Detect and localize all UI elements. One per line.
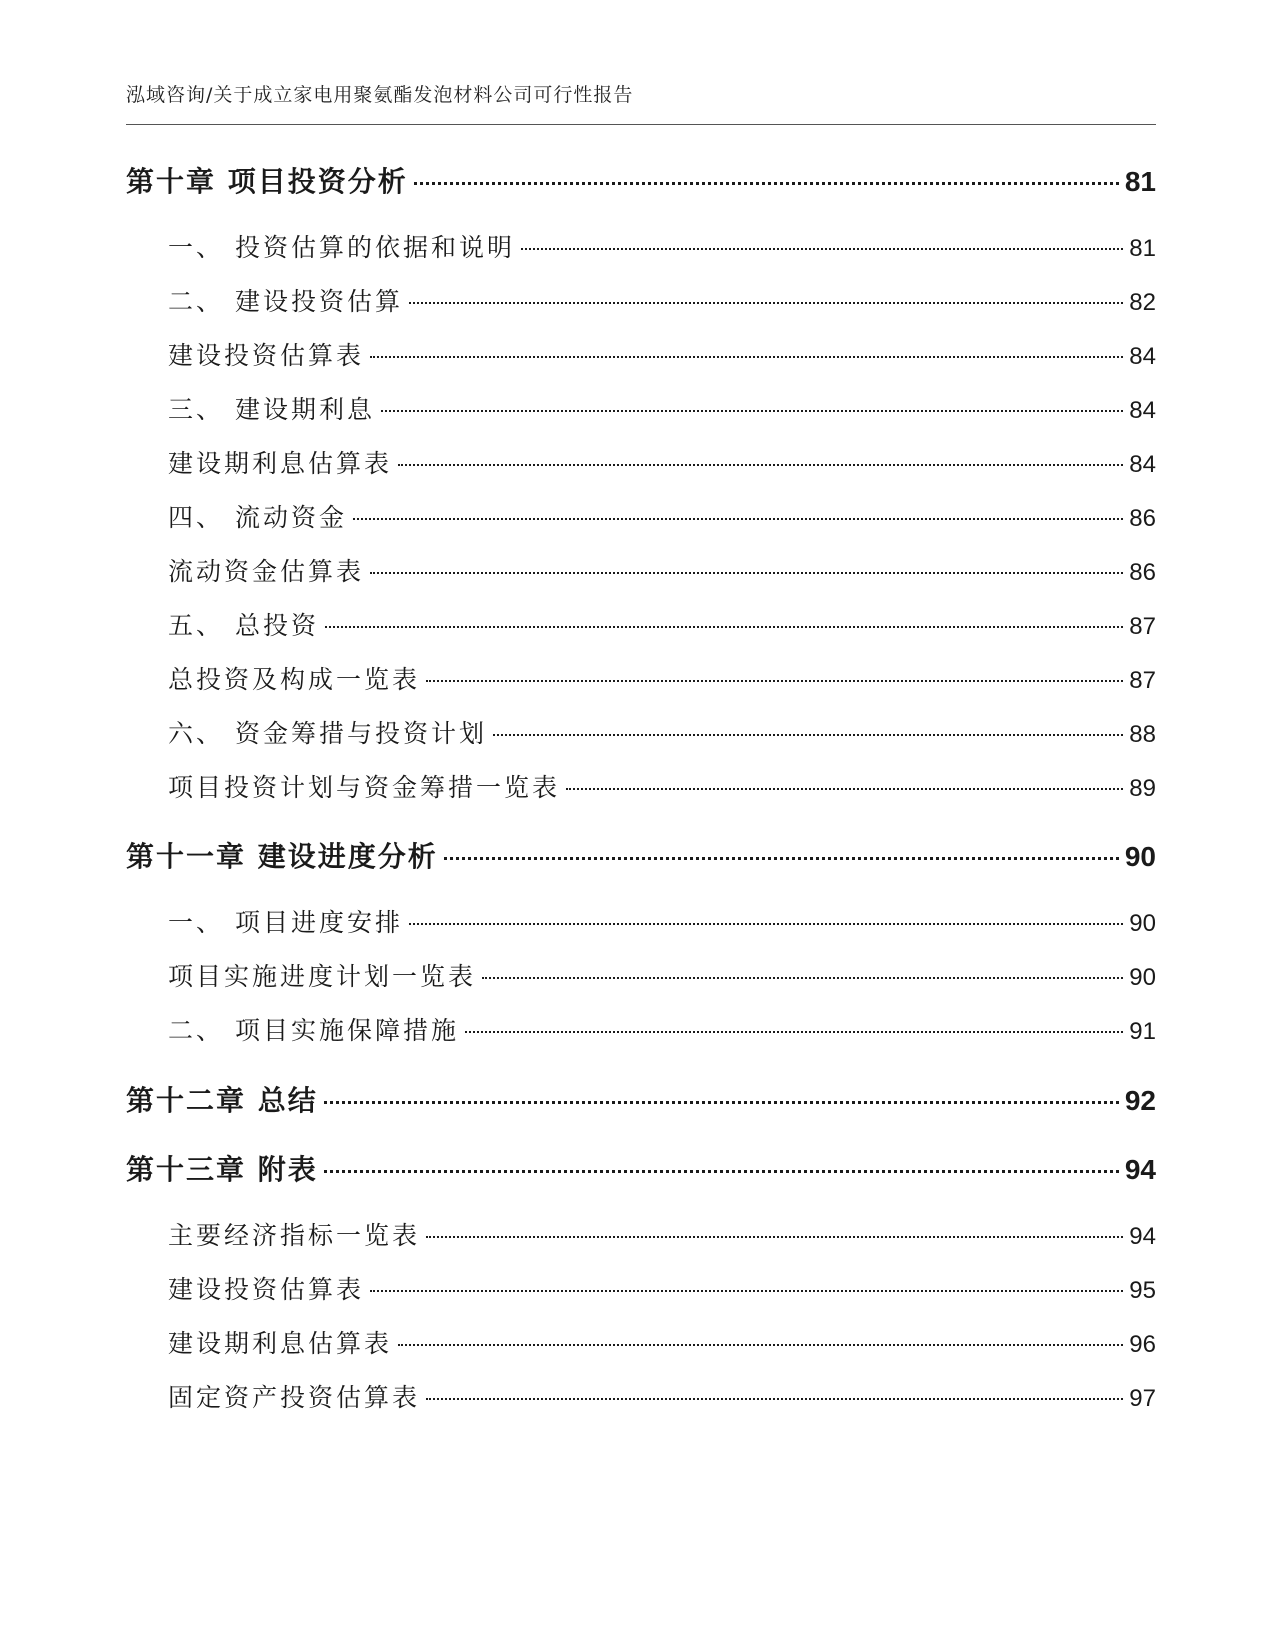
dot-leader [426,680,1123,682]
toc-section-entry[interactable] [168,1216,1156,1256]
toc-entry-label: 一、 项目进度安排 [168,908,403,937]
dot-leader [353,518,1123,520]
toc-section-entry[interactable] [168,282,1156,322]
toc-page-number: 90 [1129,910,1156,937]
toc-entry-label: 二、 建设投资估算 [168,287,403,316]
toc-entry-label: 总投资及构成一览表 [168,665,421,694]
dot-leader [482,977,1123,979]
toc-section-entry[interactable] [168,606,1156,646]
toc-chapter-entry[interactable] [126,1148,1156,1188]
toc-entry-label: 六、 资金筹措与投资计划 [168,719,487,748]
toc-section-entry[interactable] [168,1011,1156,1051]
dot-leader [324,1170,1119,1173]
dot-leader [493,734,1123,736]
toc-entry-label: 主要经济指标一览表 [168,1221,421,1250]
toc-entry-label: 固定资产投资估算表 [168,1383,421,1412]
toc-page-number: 92 [1124,1085,1156,1116]
dot-leader [426,1236,1123,1238]
toc-entry-label: 一、 投资估算的依据和说明 [168,233,515,262]
toc-entry-label: 项目投资计划与资金筹措一览表 [168,773,561,802]
toc-page-number: 94 [1124,1154,1156,1185]
toc-page-number: 81 [1124,166,1156,197]
toc-section-entry[interactable] [168,1324,1156,1364]
toc-section-entry[interactable] [168,1378,1156,1418]
toc-section-entry[interactable] [168,498,1156,538]
toc-entry-label: 建设投资估算表 [168,341,365,370]
toc-section-entry[interactable] [168,714,1156,754]
toc-entry-label: 流动资金估算表 [168,557,365,586]
toc-entry-label: 五、 总投资 [168,611,319,640]
toc-entry-label: 第十三章 附表 [126,1153,318,1186]
toc-page-number: 95 [1129,1277,1156,1304]
toc-entry-label: 项目实施进度计划一览表 [168,962,477,991]
toc-page-number: 86 [1129,505,1156,532]
toc-entry-label: 二、 项目实施保障措施 [168,1016,459,1045]
toc-section-entry[interactable] [168,768,1156,808]
toc-section-entry[interactable] [168,957,1156,997]
toc-entry-label: 四、 流动资金 [168,503,347,532]
toc-page-number: 91 [1129,1018,1156,1045]
dot-leader [465,1031,1123,1033]
toc-section-entry[interactable] [168,1270,1156,1310]
toc-entry-label: 三、 建设期利息 [168,395,375,424]
toc-page-number: 88 [1129,721,1156,748]
toc-page-number: 84 [1129,451,1156,478]
dot-leader [566,788,1123,790]
dot-leader [426,1398,1123,1400]
header-divider [126,124,1156,125]
toc-page-number: 90 [1129,964,1156,991]
dot-leader [409,923,1123,925]
toc-chapter-entry[interactable] [126,835,1156,875]
toc-page-number: 82 [1129,289,1156,316]
toc-section-entry[interactable] [168,228,1156,268]
toc-entry-label: 建设投资估算表 [168,1275,365,1304]
dot-leader [521,248,1123,250]
toc-section-entry[interactable] [168,444,1156,484]
toc-entry-label: 第十二章 总结 [126,1084,318,1117]
dot-leader [414,182,1119,185]
toc-section-entry[interactable] [168,390,1156,430]
toc-section-entry[interactable] [168,660,1156,700]
toc-page-number: 81 [1129,235,1156,262]
toc-page-number: 86 [1129,559,1156,586]
dot-leader [370,572,1123,574]
toc-section-entry[interactable] [168,903,1156,943]
toc-entry-label: 第十章 项目投资分析 [126,165,408,198]
toc-page-number: 84 [1129,397,1156,424]
dot-leader [409,302,1123,304]
toc-page-number: 97 [1129,1385,1156,1412]
dot-leader [370,1290,1123,1292]
dot-leader [370,356,1123,358]
toc-chapter-entry[interactable] [126,1079,1156,1119]
toc-page-number: 94 [1129,1223,1156,1250]
toc-page-number: 96 [1129,1331,1156,1358]
dot-leader [398,464,1123,466]
toc-page-number: 89 [1129,775,1156,802]
toc-entry-label: 第十一章 建设进度分析 [126,840,438,873]
toc-page-number: 87 [1129,613,1156,640]
dot-leader [398,1344,1123,1346]
toc-entry-label: 建设期利息估算表 [168,449,393,478]
dot-leader [325,626,1123,628]
toc-section-entry[interactable] [168,336,1156,376]
toc-entry-label: 建设期利息估算表 [168,1329,393,1358]
dot-leader [324,1101,1119,1104]
toc-chapter-entry[interactable] [126,160,1156,200]
toc-page-number: 84 [1129,343,1156,370]
dot-leader [381,410,1123,412]
running-header: 泓域咨询/关于成立家电用聚氨酯发泡材料公司可行性报告 [126,84,634,106]
toc-page-number: 90 [1124,841,1156,872]
dot-leader [444,857,1119,860]
toc-page-number: 87 [1129,667,1156,694]
toc-section-entry[interactable] [168,552,1156,592]
